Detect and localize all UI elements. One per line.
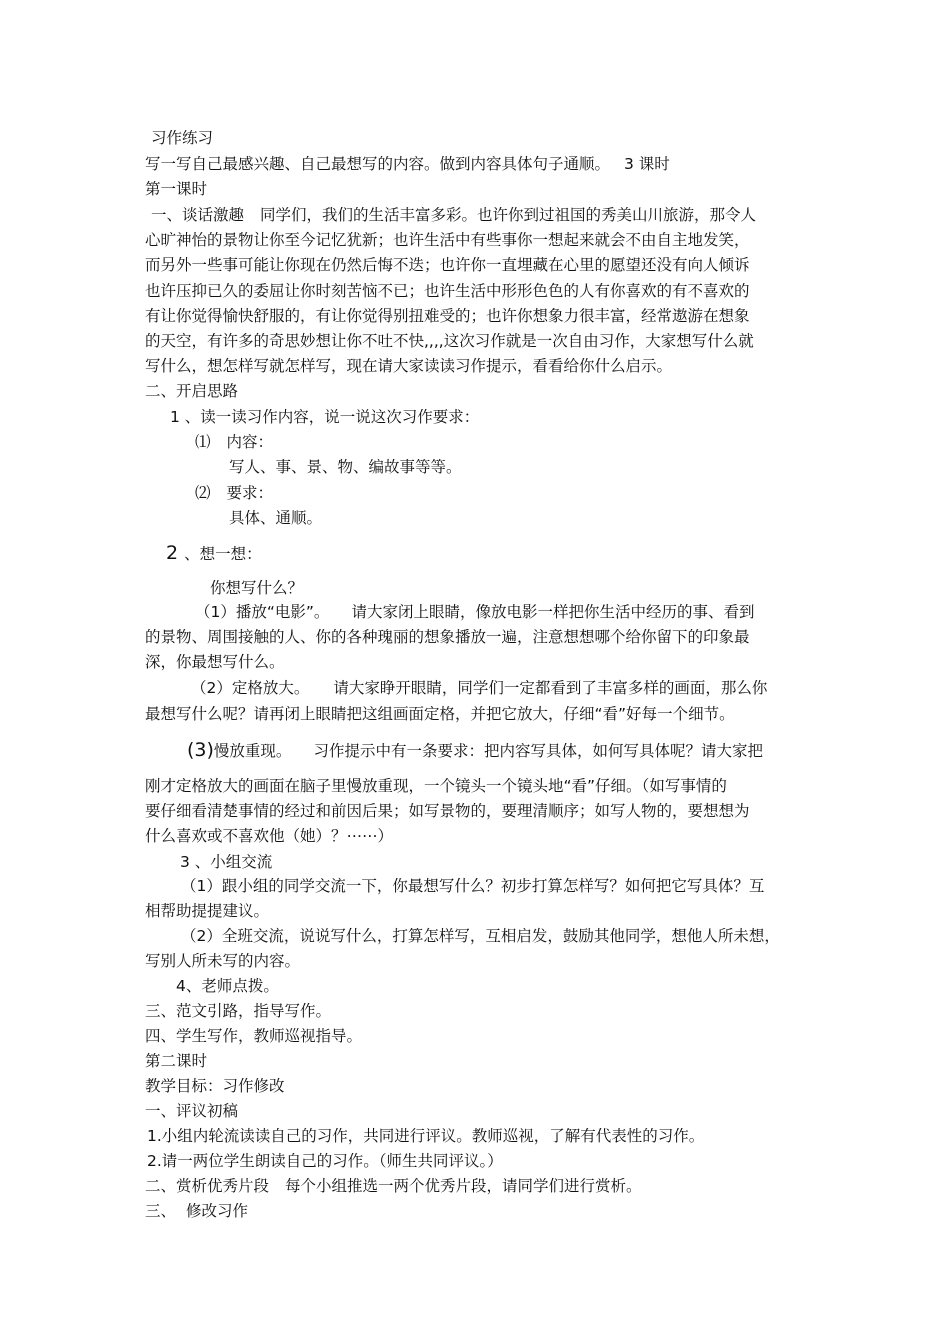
subsection-3: 3 、小组交流	[180, 853, 273, 871]
lesson2-goal: 教学目标：习作修改	[145, 1077, 285, 1095]
review-heading: 一、评议初稿	[145, 1102, 239, 1120]
paragraph-line: 的景物、周围接触的人、你的各种瑰丽的想象播放一遍，注意想想哪个给你留下的印象最	[145, 628, 750, 646]
paragraph-line: 的天空，有许多的奇思妙想让你不吐不快,,,,这次习作就是一次自由习作，大家想写什么就	[145, 332, 754, 350]
paragraph-line: 最想写什么呢？请再闭上眼睛把这组画面定格，并把它放大，仔细“看”好每一个细节。	[145, 705, 735, 723]
section-3-heading: 三、范文引路，指导写作。	[145, 1002, 332, 1020]
paragraph-line: 什么喜欢或不喜欢他（她）？⋯⋯）	[145, 827, 394, 845]
doc-title: 习作练习	[151, 129, 214, 147]
lesson2-heading: 第二课时	[145, 1052, 208, 1070]
content-item-label: 内容：	[226, 433, 274, 451]
paragraph-line: 写什么，想怎样写就怎样写，现在请大家读读习作提示，看看给你什么启示。	[145, 357, 673, 375]
lesson-goal	[145, 153, 670, 175]
step-3-number: (3)	[187, 739, 214, 761]
section-1-line-1	[151, 204, 756, 226]
requirement-item-number: ⑵	[195, 484, 211, 502]
subsection-2-2-number: 2	[166, 542, 179, 564]
content-item	[195, 431, 273, 453]
content-item-number: ⑴	[195, 433, 211, 451]
appreciation-label: 二、赏析优秀片段	[145, 1177, 270, 1195]
group-1-line-1: （1）跟小组的同学交流一下，你最想写什么？初步打算怎样写？如何把它写具体？互	[181, 877, 765, 895]
hours-text: 3 课时	[624, 155, 670, 173]
paragraph-line: 也许压抑已久的委屈让你时刻苦恼不已；也许生活中形形色色的人有你喜欢的有不喜欢的	[145, 282, 750, 300]
subsection-2-1: 1 、读一读习作内容，说一说这次习作要求：	[170, 408, 480, 426]
subsection-2-2	[166, 542, 262, 565]
lesson1-heading: 第一课时	[145, 180, 208, 198]
revise-label: 三、	[145, 1202, 177, 1220]
step-3-line-1	[187, 739, 763, 762]
section-2-heading: 二、开启思路	[145, 382, 239, 400]
step-1-label: （1）播放“电影”。	[195, 603, 330, 621]
section-4-heading: 四、学生写作，教师巡视指导。	[145, 1027, 363, 1045]
paragraph-line: 有让你觉得愉快舒服的，有让你觉得别扭难受的；也许你想象力很丰富，经常遨游在想象	[145, 307, 750, 325]
paragraph-line: 而另外一些事可能让你现在仍然后悔不迭；也许你一直埋藏在心里的愿望还没有向人倾诉	[145, 256, 750, 274]
step-1-line-1	[195, 601, 754, 623]
paragraph-line: 写别人所未写的内容。	[145, 952, 301, 970]
paragraph-line: 深，你最想写什么。	[145, 653, 285, 671]
requirement-item-label: 要求：	[226, 484, 274, 502]
review-item-1: 1.小组内轮流读读自己的习作，共同进行评议。教师巡视，了解有代表性的习作。	[147, 1127, 705, 1145]
revise-line	[145, 1200, 248, 1222]
question: 你想写什么？	[210, 579, 304, 597]
group-2-line-1: （2）全班交流，说说写什么，打算怎样写，互相启发，鼓励其他同学，想他人所未想，	[181, 927, 780, 945]
step-1-text: 请大家闭上眼睛，像放电影一样把你生活中经历的事、看到	[351, 603, 755, 621]
section-1-text: 同学们，我们的生活丰富多彩。也许你到过祖国的秀美山川旅游，那令人	[260, 206, 757, 224]
review-item-2: 2.请一两位学生朗读自己的习作。（师生共同评议。）	[147, 1152, 503, 1170]
requirement-item	[195, 482, 273, 504]
step-2-label: （2）定格放大。	[191, 679, 310, 697]
appreciation-line	[145, 1175, 642, 1197]
appreciation-text: 每个小组推选一两个优秀片段，请同学们进行赏析。	[285, 1177, 642, 1195]
paragraph-line: 要仔细看清楚事情的经过和前因后果；如写景物的，要理清顺序；如写人物的，要想想为	[145, 802, 750, 820]
step-3-label: 慢放重现。	[213, 742, 292, 760]
content-item-text: 写人、事、景、物、编故事等等。	[229, 458, 462, 476]
revise-text: 修改习作	[186, 1202, 249, 1220]
step-3-text: 习作提示中有一条要求：把内容写具体，如何写具体呢？请大家把	[313, 742, 763, 760]
subsection-2-2-text: 、想一想：	[184, 545, 262, 563]
step-2-line-1	[191, 677, 767, 699]
goal-text: 写一写自己最感兴趣、自己最想写的内容。做到内容具体句子通顺。	[145, 155, 611, 173]
paragraph-line: 刚才定格放大的画面在脑子里慢放重现，一个镜头一个镜头地“看”仔细。（如写事情的	[145, 777, 727, 795]
section-1-label: 一、谈话激趣	[151, 206, 245, 224]
requirement-item-text: 具体、通顺。	[229, 509, 323, 527]
step-2-text: 请大家睁开眼睛，同学们一定都看到了丰富多样的画面，那么你	[333, 679, 768, 697]
subsection-4: 4、老师点拨。	[176, 977, 279, 995]
paragraph-line: 心旷神怡的景物让你至今记忆犹新；也许生活中有些事你一想起来就会不由自主地发笑，	[145, 231, 750, 249]
paragraph-line: 相帮助提提建议。	[145, 902, 270, 920]
